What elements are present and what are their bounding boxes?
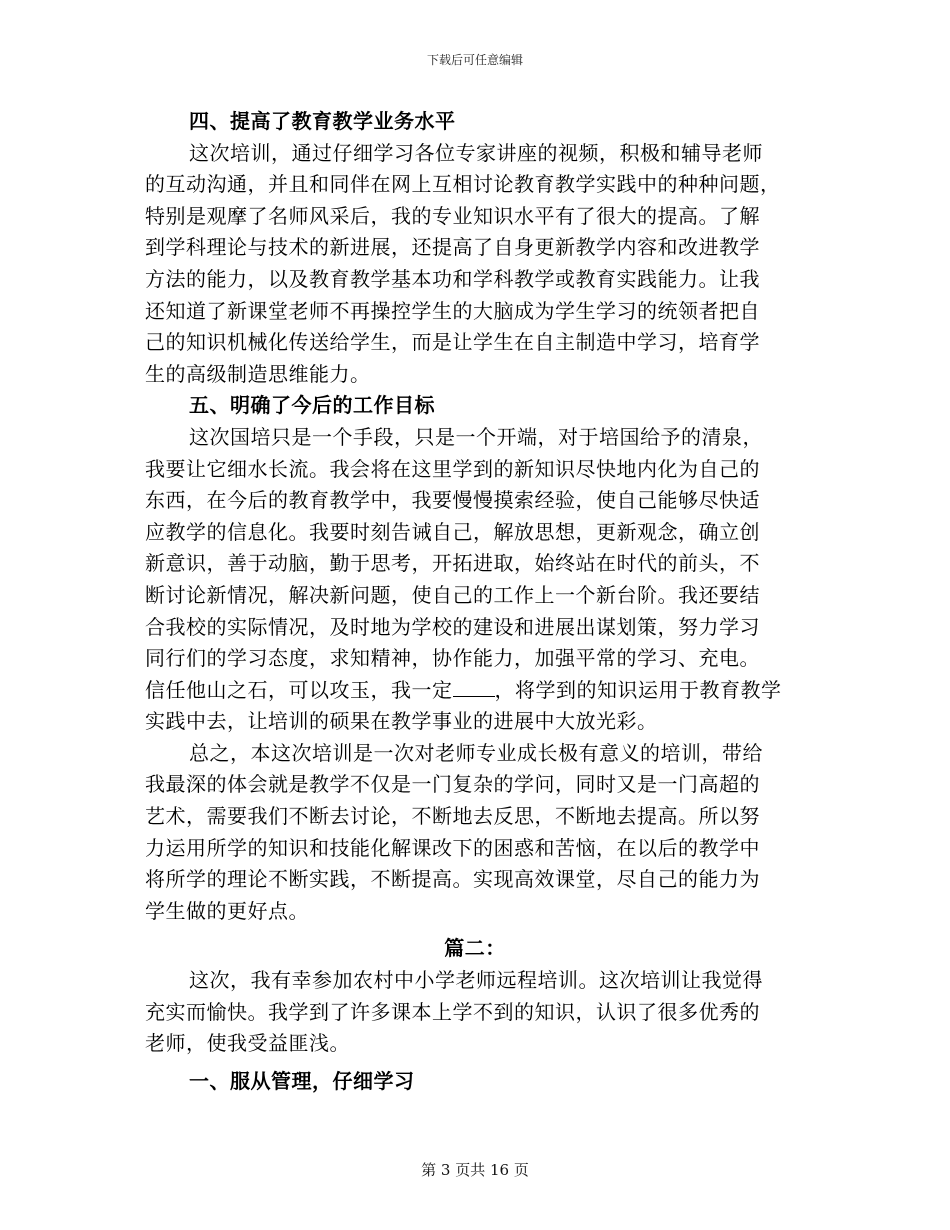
paragraph-line: 东西，在今后的教育教学中，我要慢慢摸索经验，使自己能够尽快适 (145, 488, 760, 513)
paragraph-line: 实践中去，让培训的硕果在教学事业的进展中大放光彩。 (145, 709, 658, 734)
paragraph-line: 生的高级制造思维能力。 (145, 361, 371, 386)
paragraph-line: 将所学的理论不断实践，不断提高。实现高效课堂，尽自己的能力为 (145, 867, 760, 892)
paragraph-line: 艺术，需要我们不断去讨论，不断地去反思，不断地去提高。所以努 (145, 804, 760, 829)
page-number: 第 3 页共 16 页 (421, 1161, 529, 1179)
paragraph-line: 新意识，善于动脑，勤于思考，开拓进取，始终站在时代的前头，不 (145, 551, 760, 576)
paragraph-line: 老师，使我受益匪浅。 (145, 1031, 350, 1056)
paragraph-line: 这次培训，通过仔细学习各位专家讲座的视频，积极和辅导老师 (189, 140, 763, 165)
section-heading: 一、服从管理，仔细学习 (189, 1068, 415, 1093)
paragraph-line: 总之，本这次培训是一次对老师专业成长极有意义的培训，带给 (189, 740, 763, 765)
paragraph-line: 这次国培只是一个手段，只是一个开端，对于培国给予的清泉， (189, 424, 763, 449)
paragraph-line: 己的知识机械化传送给学生，而是让学生在自主制造中学习，培育学 (145, 330, 760, 355)
paragraph-line: 学生做的更好点。 (145, 898, 309, 923)
paragraph-line: 应教学的信息化。我要时刻告诫自己，解放思想，更新观念，确立创 (145, 519, 760, 544)
section-heading: 五、明确了今后的工作目标 (189, 393, 435, 418)
paragraph-line: 这次，我有幸参加农村中小学老师远程培训。这次培训让我觉得 (189, 968, 763, 993)
fill-in-blank (453, 678, 495, 697)
paragraph-line: 到学科理论与技术的新进展，还提高了自身更新教学内容和改进教学 (145, 235, 760, 260)
paragraph-line: 力运用所学的知识和技能化解课改下的困惑和苦恼，在以后的教学中 (145, 835, 760, 860)
section-heading: 四、提高了教育教学业务水平 (189, 109, 456, 133)
paragraph-line: 充实而愉快。我学到了许多课本上学不到的知识，认识了很多优秀的 (145, 999, 760, 1024)
paragraph-line: 还知道了新课堂老师不再操控学生的大脑成为学生学习的统领者把自 (145, 298, 760, 323)
document-body (145, 106, 805, 1097)
paragraph-line: 我最深的体会就是教学不仅是一门复杂的学问，同时又是一门高超的 (145, 772, 760, 797)
paragraph-line: 的互动沟通，并且和同伴在网上互相讨论教育教学实践中的种种问题， (145, 172, 781, 197)
paragraph-line-with-blank (145, 675, 805, 707)
paragraph-line: 断讨论新情况，解决新问题，使自己的工作上一个新台阶。我还要结 (145, 582, 760, 607)
line-part-after-blank: ，将学到的知识运用于教育教学 (494, 677, 782, 702)
paragraph-line: 合我校的实际情况，及时地为学校的建设和进展出谋划策，努力学习 (145, 614, 760, 639)
line-part-before-blank: 信任他山之石，可以攻玉，我一定 (145, 677, 453, 702)
paragraph-line: 方法的能力，以及教育教学基本功和学科教学或教育实践能力。让我 (145, 266, 760, 291)
paragraph-line: 特别是观摩了名师风采后，我的专业知识水平有了很大的提高。了解 (145, 203, 760, 228)
paragraph-line: 我要让它细水长流。我会将在这里学到的新知识尽快地内化为自己的 (145, 456, 760, 481)
part-title: 篇二： (444, 936, 506, 961)
page-header-note: 下载后可任意编辑 (426, 53, 523, 67)
paragraph-line: 同行们的学习态度，求知精神，协作能力，加强平常的学习、充电。 (145, 646, 760, 671)
